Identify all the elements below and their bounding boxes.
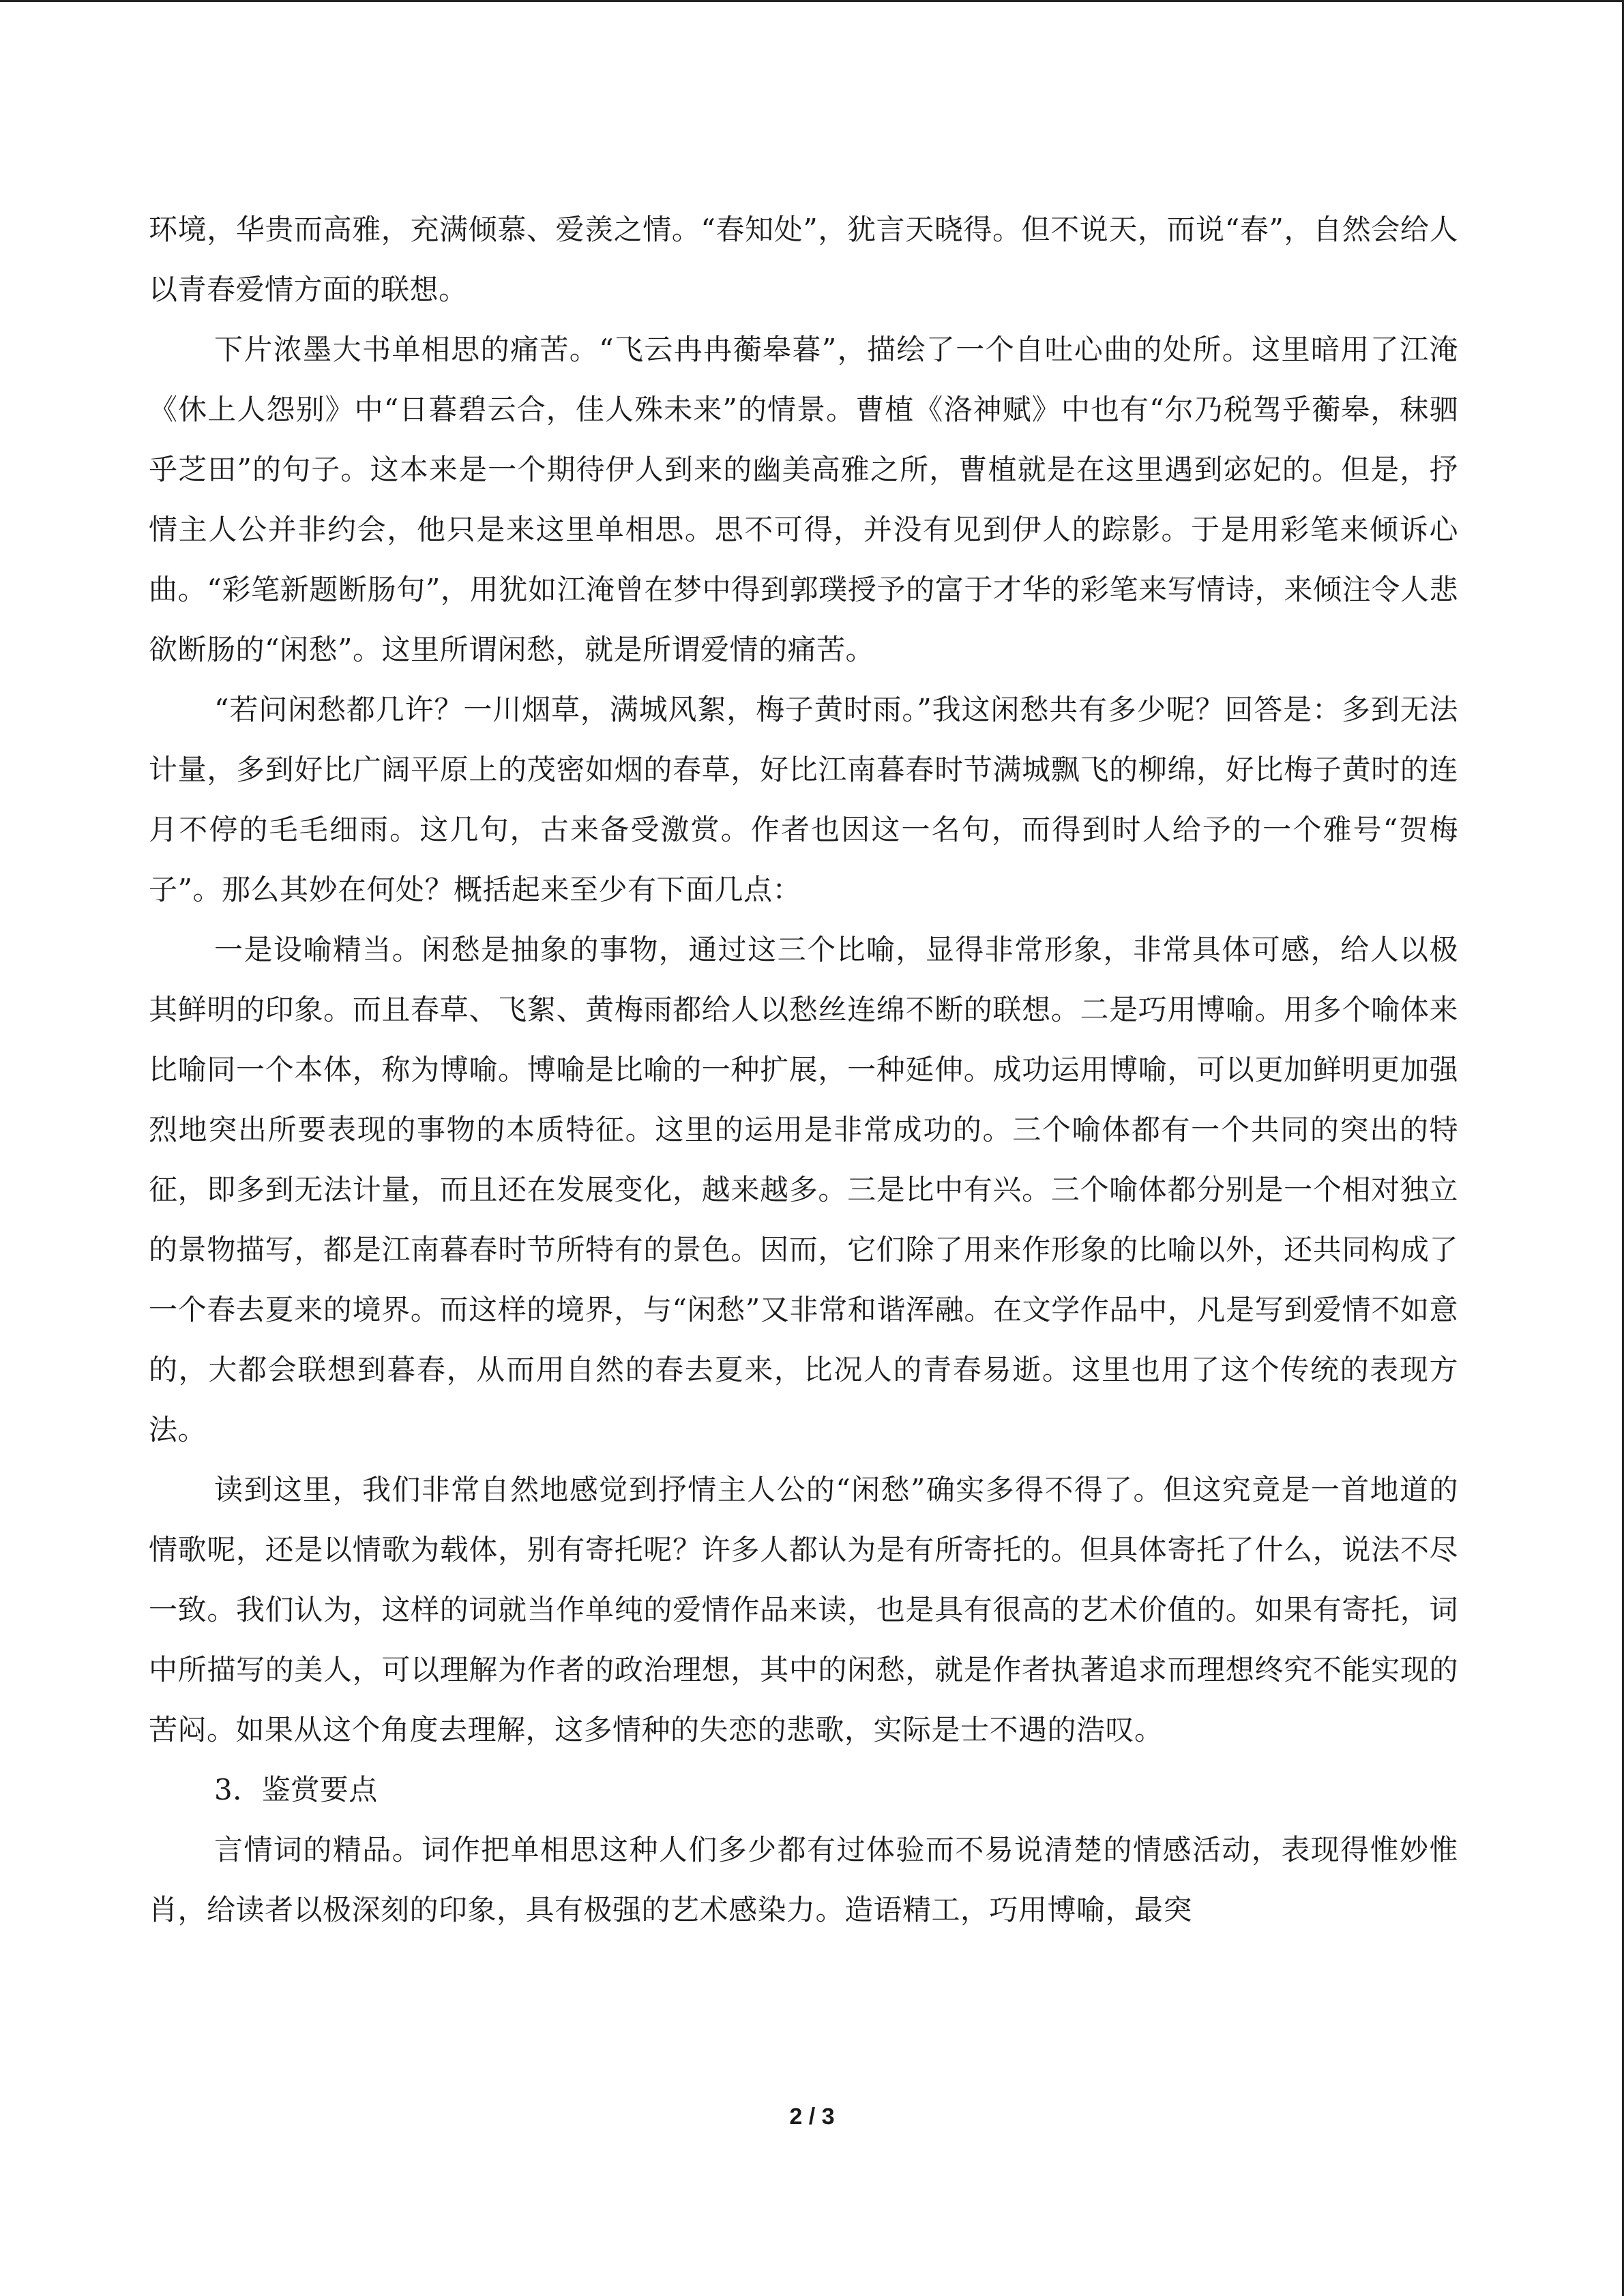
paragraph-continued: 环境，华贵而高雅，充满倾慕、爱羡之情。“春知处”，犹言天晓得。但不说天，而说“春”，自然会给人以青春爱情方面的联想。: [149, 213, 1458, 306]
page-number: 2 / 3: [789, 2104, 835, 2130]
paragraph: 一是设喻精当。闲愁是抽象的事物，通过这三个比喻，显得非常形象，非常具体可感，给人以极其鲜明的印象。而且春草、飞絮、黄梅雨都给人以愁丝连绵不断的联想。二是巧用博喻。用多个喻体来比喻同一个本体，称为博喻。博喻是比喻的一种扩展，一种延伸。成功运用博喻，可以更加鲜明更加强烈地突出所要表现的事物的本质特征。这里的运用是非常成功的。三个喻体都有一个共同的突出的特征，即多到无法计量，而且还在发展变化，越来越多。三是比中有兴。三个喻体都分别是一个相对独立的景物描写，都是江南暮春时节所特有的景色。因而，它们除了用来作形象的比喻以外，还共同构成了一个春去夏来的境界。而这样的境界，与“闲愁”又非常和谐浑融。在文学作品中，凡是写到爱情不如意的，大都会联想到暮春，从而用自然的春去夏来，比况人的青春易逝。这里也用了这个传统的表现方法。: [149, 933, 1458, 1446]
paragraph: 言情词的精品。词作把单相思这种人们多少都有过体验而不易说清楚的情感活动，表现得惟妙惟肖，给读者以极深刻的印象，具有极强的艺术感染力。造语精工，巧用博喻，最突: [149, 1833, 1458, 1926]
paragraph: 下片浓墨大书单相思的痛苦。“飞云冉冉蘅皋暮”，描绘了一个自吐心曲的处所。这里暗用了江淹《休上人怨别》中“日暮碧云合，佳人殊未来”的情景。曹植《洛神赋》中也有“尔乃税驾乎蘅皋，秣驷乎芝田”的句子。这本来是一个期待伊人到来的幽美高雅之所，曹植就是在这里遇到宓妃的。但是，抒情主人公并非约会，他只是来这里单相思。思不可得，并没有见到伊人的踪影。于是用彩笔来倾诉心曲。“彩笔新题断肠句”，用犹如江淹曾在梦中得到郭璞授予的富于才华的彩笔来写情诗，来倾注令人悲欲断肠的“闲愁”。这里所谓闲愁，就是所谓爱情的痛苦。: [149, 333, 1458, 666]
section-heading: 3．鉴赏要点: [214, 1773, 378, 1806]
paragraph: 读到这里，我们非常自然地感觉到抒情主人公的“闲愁”确实多得不得了。但这究竟是一首地道的情歌呢，还是以情歌为载体，别有寄托呢？许多人都认为是有所寄托的。但具体寄托了什么，说法不尽一致。我们认为，这样的词就当作单纯的爱情作品来读，也是具有很高的艺术价值的。如果有寄托，词中所描写的美人，可以理解为作者的政治理想，其中的闲愁，就是作者执著追求而理想终究不能实现的苦闷。如果从这个角度去理解，这多情种的失恋的悲歌，实际是士不遇的浩叹。: [149, 1473, 1458, 1746]
document-body: [149, 200, 1458, 1940]
paragraph: “若问闲愁都几许？一川烟草，满城风絮，梅子黄时雨。”我这闲愁共有多少呢？回答是：多到无法计量，多到好比广阔平原上的茂密如烟的春草，好比江南暮春时节满城飘飞的柳绵，好比梅子黄时的连月不停的毛毛细雨。这几句，古来备受激赏。作者也因这一名句，而得到时人给予的一个雅号“贺梅子”。那么其妙在何处？概括起来至少有下面几点：: [149, 693, 1458, 906]
